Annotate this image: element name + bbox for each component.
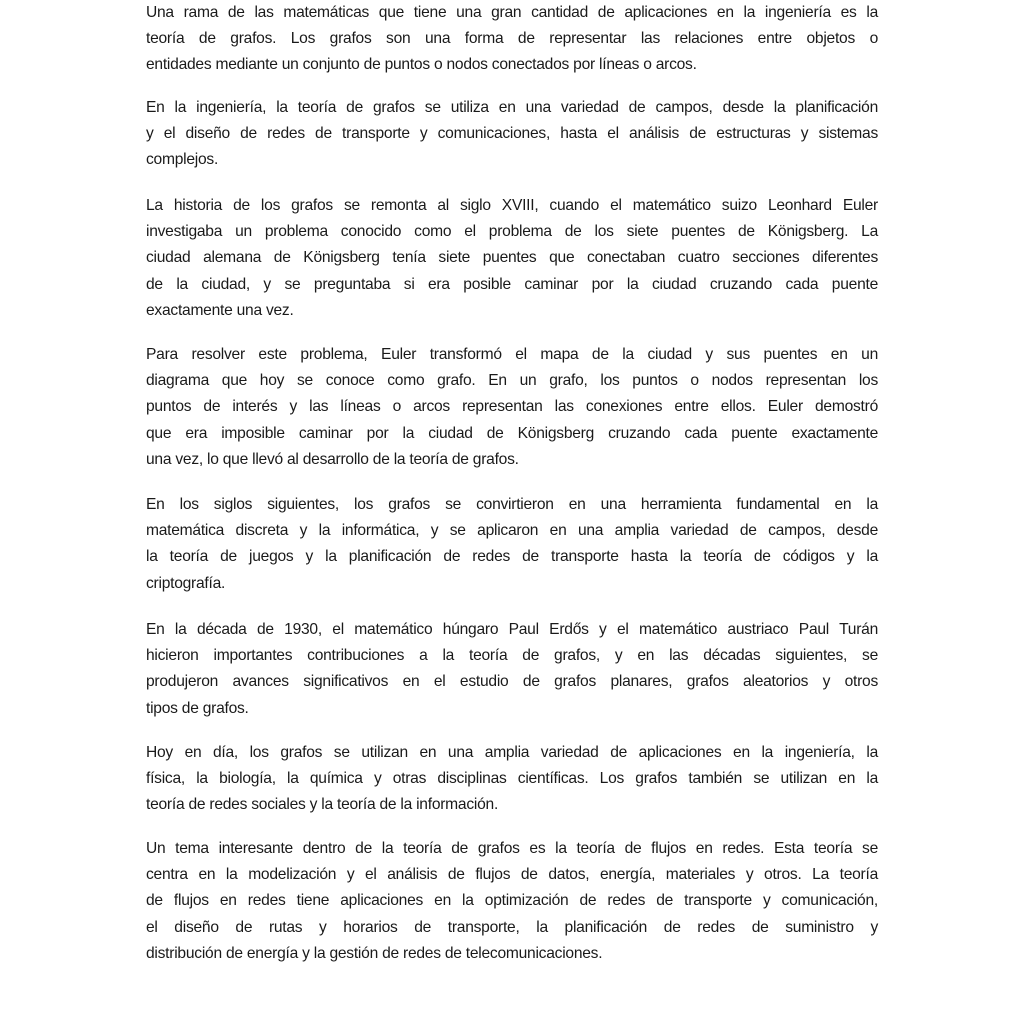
text-line: de la ciudad, y se preguntaba si era posible caminar por la ciudad cruzando cada puente	[146, 275, 878, 293]
text-line: distribución de energía y la gestión de redes de telecomunicaciones.	[146, 944, 603, 962]
text-line: matemática discreta y la informática, y se aplicaron en una amplia variedad de campos, desde	[146, 522, 878, 540]
text-line: Para resolver este problema, Euler transformó el mapa de la ciudad y sus puentes en un	[146, 346, 878, 363]
text-line: produjeron avances significativos en el estudio de grafos planares, grafos aleatorios y otros	[146, 673, 878, 691]
text-line: física, la biología, la química y otras disciplinas científicas. Los grafos también se utilizan en la	[146, 770, 878, 788]
text-line: y el diseño de redes de transporte y comunicaciones, hasta el análisis de estructuras y sistemas	[146, 125, 878, 143]
paragraph	[146, 0, 878, 79]
text-line: que era imposible caminar por la ciudad de Königsberg cruzando cada puente exactamente	[146, 424, 878, 442]
text-line: investigaba un problema conocido como el problema de los siete puentes de Königsberg. La	[146, 223, 878, 241]
paragraph	[146, 492, 878, 597]
text-line: Una rama de las matemáticas que tiene una gran cantidad de aplicaciones en la ingeniería es la	[146, 4, 878, 21]
text-line: puntos de interés y las líneas o arcos representan las conexiones entre ellos. Euler demostró	[146, 398, 878, 416]
text-line: En la década de 1930, el matemático húngaro Paul Erdős y el matemático austriaco Paul Turán	[146, 621, 878, 638]
text-line: teoría de redes sociales y la teoría de la información.	[146, 796, 499, 814]
text-line: diagrama que hoy se conoce como grafo. En un grafo, los puntos o nodos representan los	[146, 372, 878, 390]
paragraph	[146, 95, 878, 174]
text-line: teoría de grafos. Los grafos son una forma de representar las relaciones entre objetos o	[146, 30, 878, 48]
text-line: la teoría de juegos y la planificación de redes de transporte hasta la teoría de códigos y la	[146, 548, 878, 566]
paragraph	[146, 342, 878, 473]
text-line: exactamente una vez.	[146, 301, 294, 319]
text-line: hicieron importantes contribuciones a la teoría de grafos, y en las décadas siguientes, se	[146, 647, 878, 665]
text-line: En los siglos siguientes, los grafos se convirtieron en una herramienta fundamental en la	[146, 496, 878, 513]
text-line: ciudad alemana de Königsberg tenía siete puentes que conectaban cuatro secciones diferentes	[146, 249, 878, 267]
paragraph	[146, 617, 878, 722]
paragraph	[146, 740, 878, 819]
text-line: una vez, lo que llevó al desarrollo de la teoría de grafos.	[146, 450, 519, 468]
text-line: entidades mediante un conjunto de puntos o nodos conectados por líneas o arcos.	[146, 56, 697, 74]
text-line: Un tema interesante dentro de la teoría de grafos es la teoría de flujos en redes. Esta teoría se	[146, 840, 878, 857]
text-line: el diseño de rutas y horarios de transporte, la planificación de redes de suministro y	[146, 918, 878, 936]
paragraph	[146, 193, 878, 324]
text-line: criptografía.	[146, 574, 226, 592]
text-line: centra en la modelización y el análisis de flujos de datos, energía, materiales y otros. La teoría	[146, 866, 878, 884]
text-line: tipos de grafos.	[146, 699, 249, 717]
text-line: Hoy en día, los grafos se utilizan en una amplia variedad de aplicaciones en la ingeniería, la	[146, 744, 878, 761]
paragraph	[146, 836, 878, 967]
text-line: complejos.	[146, 151, 219, 169]
text-line: de flujos en redes tiene aplicaciones en la optimización de redes de transporte y comunicación,	[146, 892, 878, 910]
text-line: La historia de los grafos se remonta al siglo XVIII, cuando el matemático suizo Leonhard Euler	[146, 197, 878, 214]
text-line: En la ingeniería, la teoría de grafos se utiliza en una variedad de campos, desde la planificación	[146, 99, 878, 116]
